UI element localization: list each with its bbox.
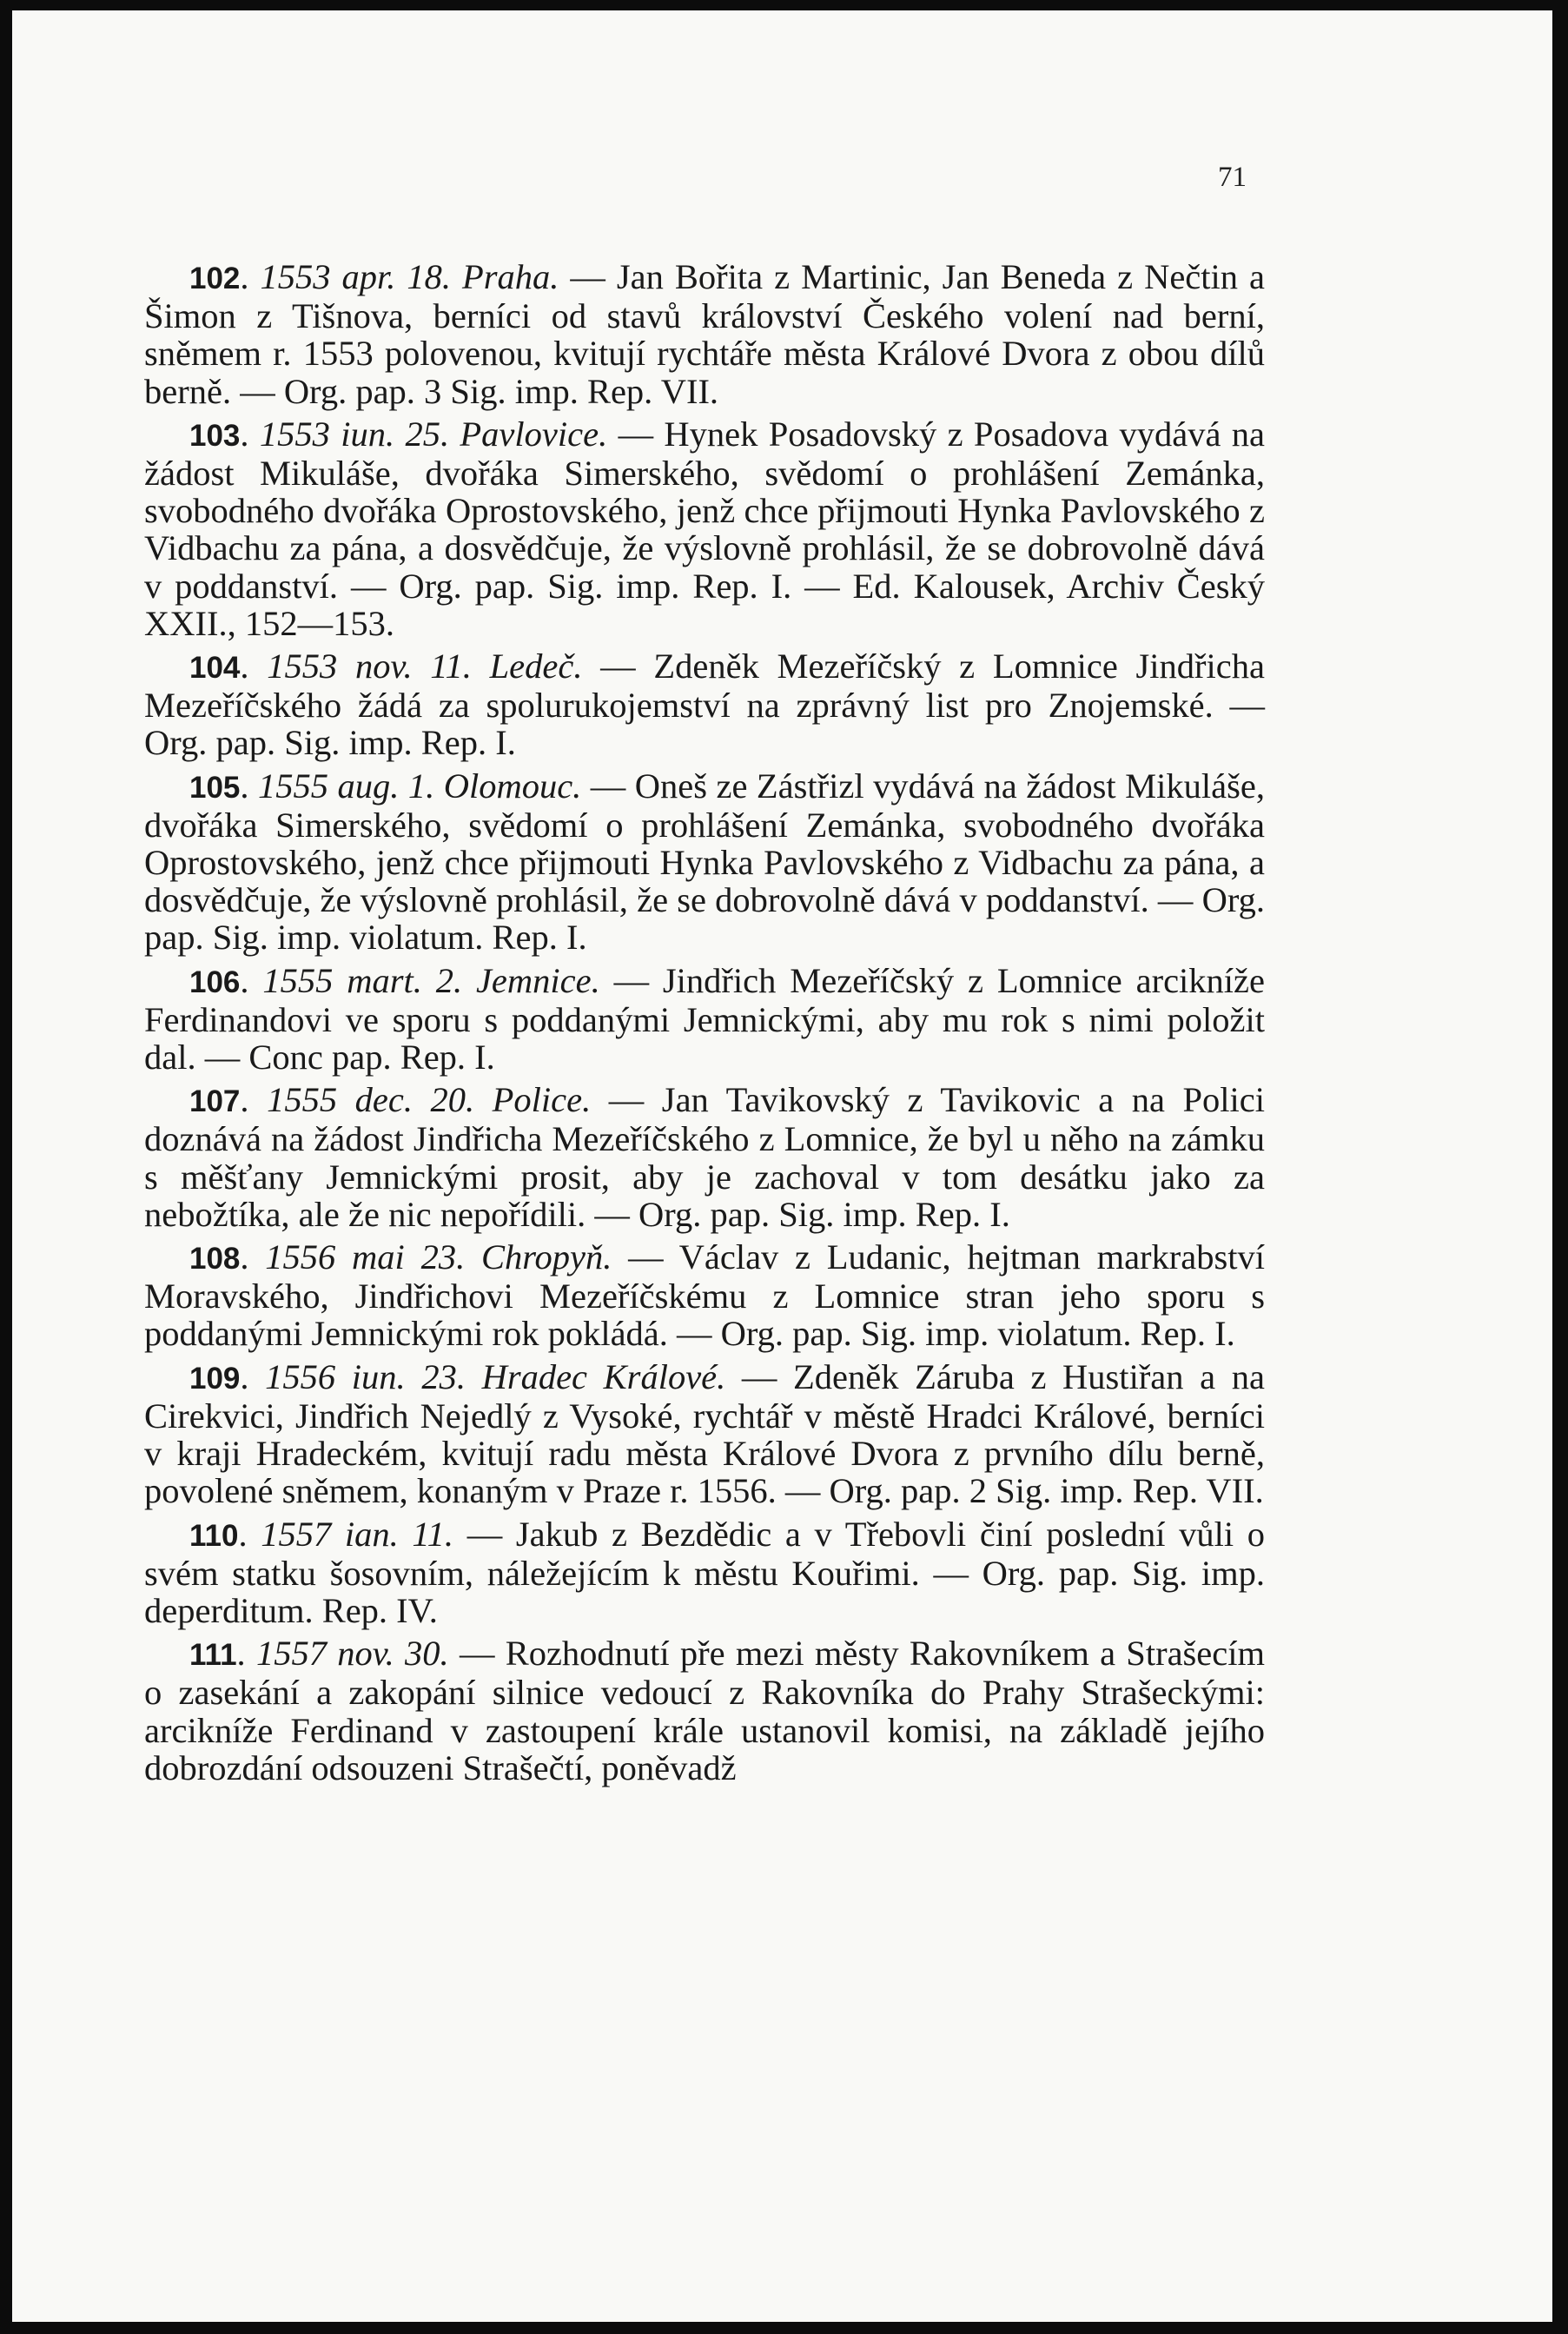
entry-number: 111 [189, 1638, 237, 1673]
entry-date: 1556 mai 23. Chropyň. [265, 1237, 612, 1277]
entry-number: 110 [189, 1518, 239, 1553]
entry-text: — Jan Tavikovský z Tavikovic a na Polici doznává na žádost Jindřicha Mezeříčského z Lomnice, že byl u něho na zámku s měšťany Jemnickými prosit, aby je zachoval v tom desátku jako za nebožtíka, ale že nic nepořídili. — Org. pap. Sig. imp. Rep. I. [144, 1080, 1266, 1234]
page-number: 71 [1218, 162, 1247, 193]
entry-number: 106 [189, 965, 241, 999]
entry-text: — Zdeněk Mezeříčský z Lomnice Jindřicha Mezeříčského žádá za spolurukojemství na zprávný list pro Znojemské. — Org. pap. Sig. imp. Rep. I. [144, 646, 1265, 763]
entry-text: — Jindřich Mezeříčský z Lomnice arcikníže Ferdinandovi ve sporu s poddanými Jemnickými, aby mu rok s nimi položit dal. — Conc pap. Rep. I. [144, 960, 1266, 1077]
entry-text: — Jakub z Bezdědic a v Třebovli činí poslední vůli o svém statku šosovním, náležejícím k městu Kouřimi. — Org. pap. Sig. imp. deperditum. Rep. IV. [144, 1514, 1266, 1630]
entry-number: 102 [189, 262, 241, 295]
entry-number: 104 [189, 651, 241, 686]
entry-date: 1557 nov. 30. [255, 1634, 449, 1674]
entry: 105. 1555 aug. 1. Olomouc. — Oneš ze Zástřizl vydává na žádost Mikuláše, dvořáka Simerského, svědomí o prohlášení Zemánka, svobodného dvořáka Oprostovského, jenž chce přijmouti Hynka Pavlovského z Vidbachu za pána, a dosvědčuje, že výslovně prohlásil, že se dobrovolně dává v poddanství. — Org. pap. Sig. imp. violatum. Rep. I. [144, 766, 1265, 958]
entry: 111. 1557 nov. 30. — Rozhodnutí pře mezi městy Rakovníkem a Strašecím o zasekání a zakopání silnice vedoucí z Rakovníka do Prahy Strašeckými: arcikníže Ferdinand v zastoupení krále ustanovil komisi, na základě jejího dobrozdání odsouzeni Strašečtí, poněvadž [144, 1634, 1266, 1787]
entry-text: — Hynek Posadovský z Posadova vydává na žádost Mikuláše, dvořáka Simerského, svědomí o prohlášení Zemánka, svobodného dvořáka Oprostovského, jenž chce přijmouti Hynka Pavlovského z Vidbachu za pána, a dosvědčuje, že výslovně prohlásil, že se dobrovolně dává v poddanství. — Org. pap. Sig. imp. Rep. I. — Ed. Kalousek, Archiv Český XXII., 152—153. [144, 414, 1266, 643]
entry: 103. 1553 iun. 25. Pavlovice. — Hynek Posadovský z Posadova vydává na žádost Mikuláše, dvořáka Simerského, svědomí o prohlášení Zemánka, svobodného dvořáka Oprostovského, jenž chce přijmouti Hynka Pavlovského z Vidbachu za pána, a dosvědčuje, že výslovně prohlásil, že se dobrovolně dává v poddanství. — Org. pap. Sig. imp. Rep. I. — Ed. Kalousek, Archiv Český XXII., 152—153. [144, 414, 1266, 643]
entry: 107. 1555 dec. 20. Police. — Jan Tavikovský z Tavikovic a na Polici doznává na žádost Jindřicha Mezeříčského z Lomnice, že byl u něho na zámku s měšťany Jemnickými prosit, aby je zachoval v tom desátku jako za nebožtíka, ale že nic nepořídili. — Org. pap. Sig. imp. Rep. I. [144, 1080, 1266, 1234]
entry-date: 1555 aug. 1. Olomouc. [258, 766, 582, 806]
entry-number: 105 [189, 770, 241, 805]
entry-list [144, 258, 1265, 1792]
document-page [12, 10, 1552, 2322]
entry-date: 1555 mart. 2. Jemnice. [262, 960, 600, 1000]
entry-date: 1553 iun. 25. Pavlovice. [259, 414, 608, 454]
entry-date: 1553 apr. 18. Praha. [260, 257, 559, 296]
entry-text: — Rozhodnutí pře mezi městy Rakovníkem a Strašecím o zasekání a zakopání silnice vedoucí z Rakovníka do Prahy Strašeckými: arcikníže Ferdinand v zastoupení krále ustanovil komisi, na základě jejího dobrozdání odsouzeni Strašečtí, poněvadž [144, 1634, 1266, 1787]
entry-number: 108 [189, 1242, 241, 1276]
entry: 108. 1556 mai 23. Chropyň. — Václav z Ludanic, hejtman markrabství Moravského, Jindřichovi Mezeříčskému z Lomnice stran jeho sporu s poddanými Jemnickými rok pokládá. — Org. pap. Sig. imp. violatum. Rep. I. [144, 1237, 1266, 1354]
entry-date: 1557 ian. 11. [261, 1514, 454, 1554]
entry-number: 103 [189, 418, 241, 453]
entry-text: — Zdeněk Záruba z Hustiřan a na Cirekvici, Jindřich Nejedlý z Vysoké, rychtář v městě Hradci Králové, berníci v kraji Hradeckém, kvitují radu města Králové Dvora z prvního dílu berně, povolené sněmem, konaným v Praze r. 1556. — Org. pap. 2 Sig. imp. Rep. VII. [144, 1356, 1265, 1511]
entry: 109. 1556 iun. 23. Hradec Králové. — Zdeněk Záruba z Hustiřan a na Cirekvici, Jindřich Nejedlý z Vysoké, rychtář v městě Hradci Králové, berníci v kraji Hradeckém, kvitují radu města Králové Dvora z prvního dílu berně, povolené sněmem, konaným v Praze r. 1556. — Org. pap. 2 Sig. imp. Rep. VII. [144, 1356, 1265, 1511]
entry-text: — Václav z Ludanic, hejtman markrabství Moravského, Jindřichovi Mezeříčskému z Lomnice stran jeho sporu s poddanými Jemnickými rok pokládá. — Org. pap. Sig. imp. violatum. Rep. I. [144, 1237, 1266, 1354]
entry: 106. 1555 mart. 2. Jemnice. — Jindřich Mezeříčský z Lomnice arcikníže Ferdinandovi ve sporu s poddanými Jemnickými, aby mu rok s nimi položit dal. — Conc pap. Rep. I. [144, 960, 1266, 1077]
entry-number: 107 [189, 1084, 241, 1119]
entry-number: 109 [189, 1361, 241, 1396]
entry: 102. 1553 apr. 18. Praha. — Jan Bořita z Martinic, Jan Beneda z Nečtin a Šimon z Tišnova, berníci od stavů království Českého volení nad berní, sněmem r. 1553 polovenou, kvitují rychtáře města Králové Dvora z obou dílů berně. — Org. pap. 3 Sig. imp. Rep. VII. [144, 257, 1265, 411]
entry: 104. 1553 nov. 11. Ledeč. — Zdeněk Mezeříčský z Lomnice Jindřicha Mezeříčského žádá za spolurukojemství na zprávný list pro Znojemské. — Org. pap. Sig. imp. Rep. I. [144, 646, 1265, 763]
entry-date: 1553 nov. 11. Ledeč. [267, 646, 583, 686]
entry-date: 1556 iun. 23. Hradec Králové. [265, 1356, 726, 1396]
entry: 110. 1557 ian. 11. — Jakub z Bezdědic a v Třebovli činí poslední vůli o svém statku šosovním, náležejícím k městu Kouřimi. — Org. pap. Sig. imp. deperditum. Rep. IV. [144, 1514, 1266, 1630]
entry-text: — Jan Bořita z Martinic, Jan Beneda z Nečtin a Šimon z Tišnova, berníci od stavů království Českého volení nad berní, sněmem r. 1553 polovenou, kvitují rychtáře města Králové Dvora z obou dílů berně. — Org. pap. 3 Sig. imp. Rep. VII. [144, 257, 1265, 411]
entry-date: 1555 dec. 20. Police. [267, 1080, 592, 1120]
entry-text: — Oneš ze Zástřizl vydává na žádost Mikuláše, dvořáka Simerského, svědomí o prohlášení Zemánka, svobodného dvořáka Oprostovského, jenž chce přijmouti Hynka Pavlovského z Vidbachu za pána, a dosvědčuje, že výslovně prohlásil, že se dobrovolně dává v poddanství. — Org. pap. Sig. imp. violatum. Rep. I. [144, 766, 1265, 958]
